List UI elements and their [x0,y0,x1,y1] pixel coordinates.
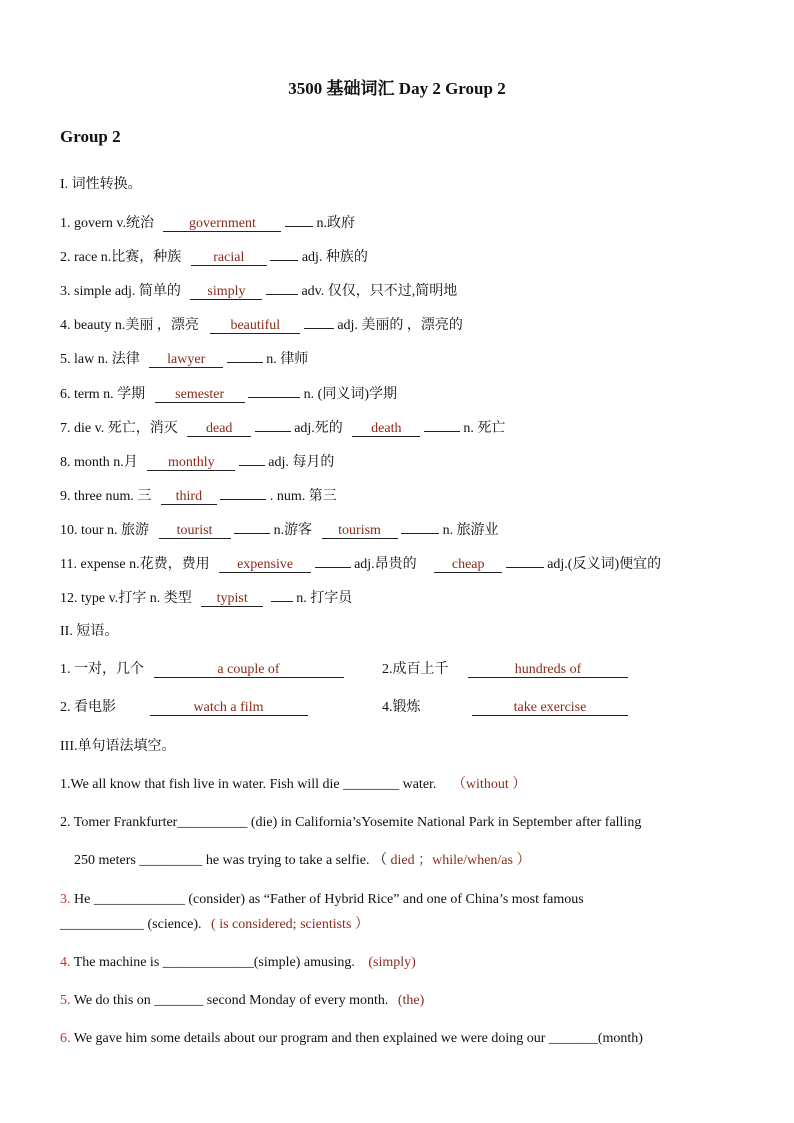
vocab-item-6 [60,382,397,404]
blank-line [424,416,460,432]
item-prompt: 11. expense n.花费，费用 [60,557,210,572]
item-prompt: 4. beauty n.美丽 ，漂亮 [60,318,199,333]
question-3-line-2 [60,916,369,934]
blank-line [285,211,313,227]
item-prompt: 5. law n. 法律 [60,352,140,367]
answer-blank-2: tourism [322,523,398,539]
answer-blank-2: cheap [434,557,502,573]
answer-blank: government [163,216,281,232]
answer-blank: hundreds of [468,662,628,678]
question-text: ____________ (science). [60,917,202,932]
vocab-item-8 [60,450,334,472]
item-meaning: adj. 每月的 [268,455,335,470]
answer-blank: tourist [159,523,231,539]
blank-line [304,313,334,329]
blank-line [239,450,265,466]
blank-line [270,245,298,261]
answer-blank-2: death [352,421,420,437]
phrase-prompt: 4.锻炼 [382,700,421,715]
group-heading: Group 2 [60,127,121,146]
question-answer: （without ） [451,777,527,792]
vocab-item-3 [60,279,457,301]
answer-blank: lawyer [149,352,223,368]
item-prompt: 2. race n.比赛，种族 [60,250,182,265]
answer-blank: take exercise [472,700,628,716]
answer-blank: expensive [219,557,311,573]
answer-blank: simply [190,284,262,300]
vocab-item-9 [60,484,337,506]
item-prompt: 6. term n. 学期 [60,387,146,402]
item-meaning: n. (同义词)学期 [303,387,397,402]
question-answer: died ；while/when/as ） [390,853,531,868]
section2-heading: II. 短语。 [60,624,119,639]
blank-line [266,279,298,295]
vocab-item-4 [60,313,463,335]
item-meaning: n. 打字员 [296,591,353,606]
item-prompt: 8. month n.月 [60,455,138,470]
item-meaning-2: n. 死亡 [463,421,506,436]
item-meaning: adj. 美丽的 ，漂亮的 [337,318,463,333]
section1-heading: I. 词性转换。 [60,177,142,192]
question-answer: (simply) [368,955,416,970]
blank-line [271,586,293,602]
item-prompt: 9. three num. 三 [60,489,152,504]
vocab-item-7 [60,416,505,438]
item-prompt: 1. govern v.统治 [60,216,154,231]
item-meaning: adj.死的 [294,421,343,436]
phrase-item-3 [60,699,308,717]
item-meaning-2: n. 旅游业 [442,523,499,538]
item-meaning: n.政府 [316,216,355,231]
question-number: 5. [60,993,71,1008]
item-meaning: adj.昂贵的 [354,557,417,572]
vocab-item-2 [60,245,368,267]
question-number: 3. [60,892,71,907]
answer-blank: a couple of [154,662,344,678]
question-3-line-1 [60,891,584,909]
phrase-prompt: 2. 看电影 [60,700,116,715]
vocab-item-1 [60,211,355,233]
answer-blank: semester [155,387,245,403]
question-text: 1.We all know that fish live in water. Fish will die ________ water. [60,777,437,792]
answer-blank: beautiful [210,318,300,334]
item-meaning: adj. 种族的 [301,250,368,265]
question-answer: ( is considered; scientists ） [211,917,369,932]
document-title: 3500 基础词汇 Day 2 Group 2 [288,79,506,98]
item-prompt: 3. simple adj. 简单的 [60,284,181,299]
answer-blank: watch a film [150,700,308,716]
question-text: We gave him some details about our program and then explained we were doing our _______(month) [73,1031,643,1046]
phrase-prompt: 1. 一对，几个 [60,662,144,677]
answer-blank: dead [187,421,251,437]
blank-line [506,552,544,568]
question-text: The machine is _____________(simple) amusing. [73,955,355,970]
question-number: 6. [60,1031,71,1046]
blank-line [401,518,439,534]
answer-blank: typist [201,591,263,607]
phrase-item-2 [382,661,628,679]
item-meaning: n. 律师 [266,352,309,367]
answer-blank: third [161,489,217,505]
question-text: He _____________ (consider) as “Father of Hybrid Rice” and one of China’s most famous [74,892,584,907]
phrase-item-4 [382,699,628,717]
section3-heading: III.单句语法填空。 [60,739,176,754]
question-number: 4. [60,955,71,970]
question-text: We do this on _______ second Monday of every month. [73,993,389,1008]
question-2-line-1: 2. Tomer Frankfurter__________ (die) in California’sYosemite National Park in September after falling [60,815,642,830]
item-prompt: 10. tour n. 旅游 [60,523,150,538]
blank-line [248,382,300,398]
item-prompt: 7. die v. 死亡，消灭 [60,421,178,436]
phrase-item-1 [60,661,344,679]
question-5 [60,992,424,1010]
vocab-item-10 [60,518,499,540]
blank-line [234,518,270,534]
question-6 [60,1030,643,1048]
question-text: 250 meters _________ he was trying to take a selfie. （ [74,853,387,868]
question-2-line-2 [74,852,530,870]
vocab-item-12 [60,586,352,608]
vocab-item-5 [60,347,308,369]
answer-blank: racial [191,250,267,266]
item-meaning-2: adj.(反义词)便宜的 [547,557,662,572]
answer-blank: monthly [147,455,235,471]
phrase-prompt: 2.成百上千 [382,662,449,677]
vocab-item-11 [60,552,661,574]
blank-line [255,416,291,432]
item-meaning: adv. 仅仅，只不过,简明地 [301,284,458,299]
item-prompt: 12. type v.打字 n. 类型 [60,591,192,606]
question-1 [60,776,526,794]
item-meaning: . num. 第三 [269,489,337,504]
blank-line [227,347,263,363]
question-4 [60,954,416,972]
question-answer: (the) [397,993,425,1008]
item-meaning: n.游客 [273,523,313,538]
blank-line [315,552,351,568]
blank-line [220,484,266,500]
